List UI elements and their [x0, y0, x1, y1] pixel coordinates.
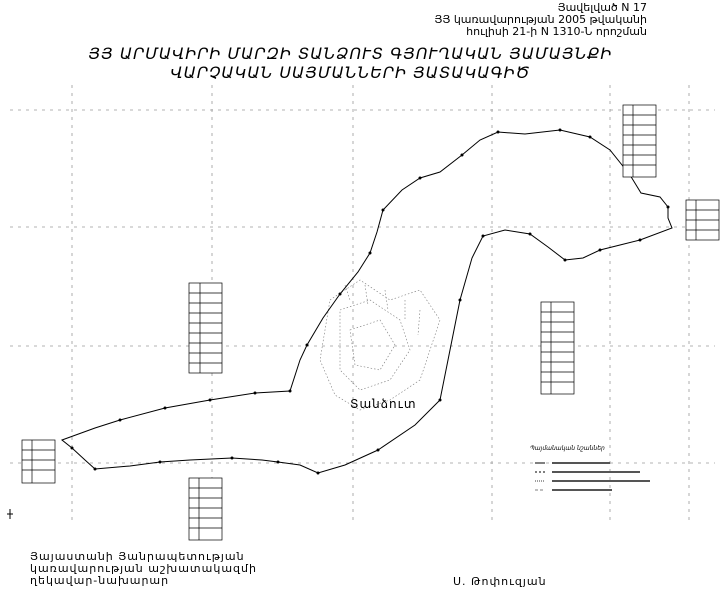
community-boundary	[62, 130, 672, 473]
annex-number: Յավելված N 17	[557, 1, 647, 14]
coordinate-table-northeast	[623, 105, 656, 177]
signatory-position-line2: կառավարության աշխատակազմի	[30, 562, 257, 575]
legend-title: Պայմանական նշաններ	[530, 445, 605, 452]
boundary-points	[71, 129, 670, 475]
map-title-line2: ՎԱՐՉԱԿԱՆ ՍԱՅՄԱՆՆԵՐԻ ՅԱՏԱԿԱԳԻԾ	[170, 63, 531, 82]
map-legend	[535, 463, 650, 490]
coordinate-grid	[10, 85, 715, 520]
coordinate-table-southwest	[22, 440, 55, 483]
coordinate-table-far-east	[686, 200, 719, 240]
settlement-area	[320, 280, 440, 410]
coordinate-table-south	[189, 478, 222, 540]
decree-reference: ՅՅ կառավարության 2005 թվականի	[434, 13, 647, 26]
signatory-name: Ս. Թոփուզյան	[453, 575, 547, 588]
map-title-line1: ՅՅ ԱՐՄԱՎԻՐԻ ՄԱՐԶԻ ՏԱՆՁՈՒՏ ԳՅՈՒՂԱԿԱՆ ՅԱՄԱՅՆՔԻ	[88, 44, 613, 63]
coordinate-table-east	[541, 302, 574, 394]
signatory-position	[30, 551, 257, 587]
settlement-label: Տանձուտ	[350, 397, 417, 411]
decree-date: հուլիսի 21-ի N 1310-Ն որոշման	[466, 25, 647, 38]
north-arrow-icon	[7, 509, 13, 519]
signatory-position-line3: ղեկավար-նախարար	[30, 574, 170, 587]
signatory-position-line1: Յայաստանի Յանրապետության	[30, 550, 245, 563]
coordinate-table-west	[189, 283, 222, 373]
